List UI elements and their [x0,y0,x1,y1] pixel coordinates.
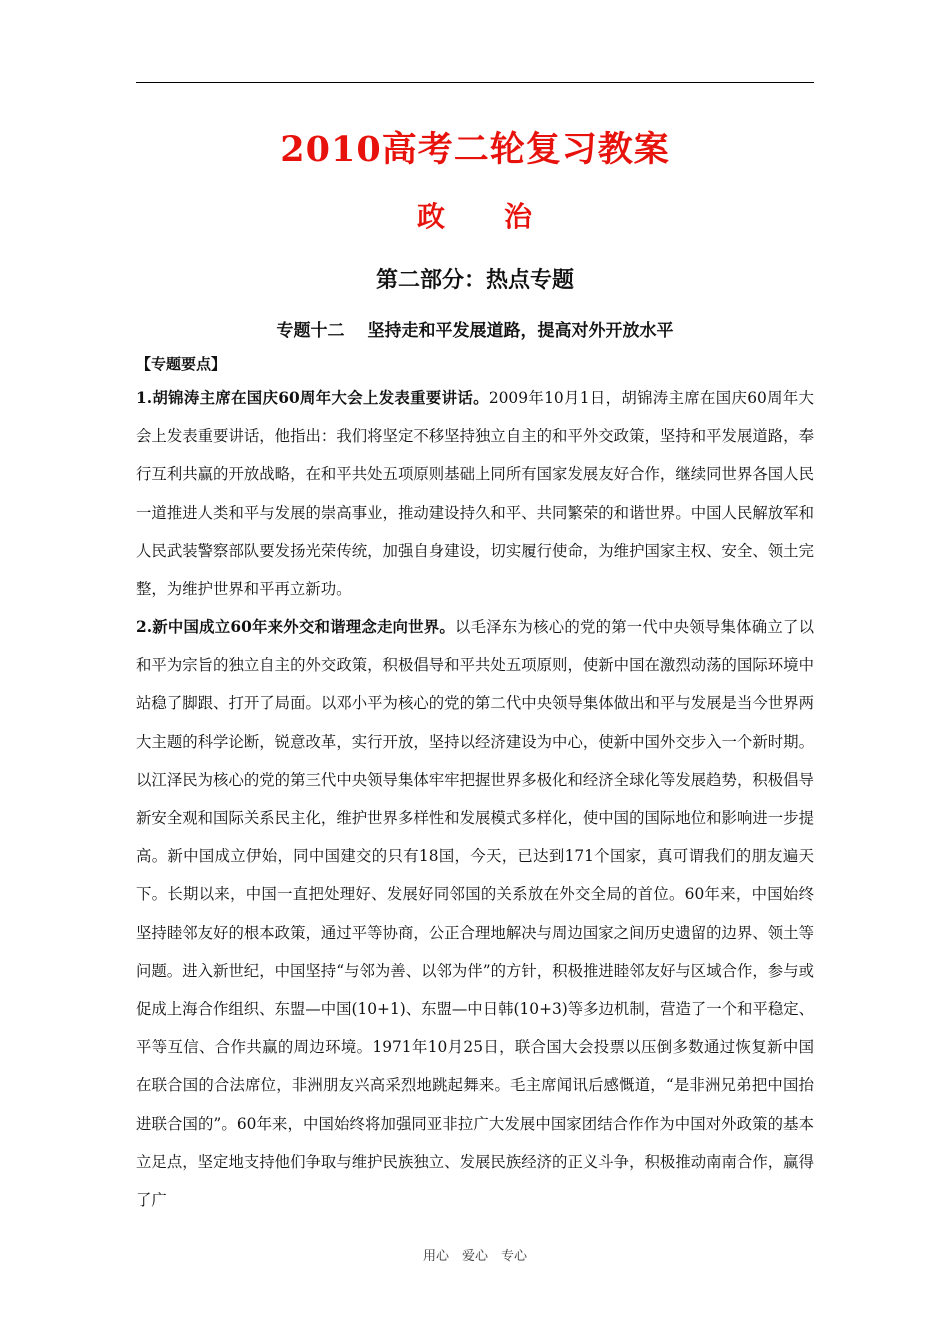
paragraph-2-text: 以毛泽东为核心的党的第一代中央领导集体确立了以和平为宗旨的独立自主的外交政策，积极倡导和平共处五项原则，使新中国在激烈动荡的国际环境中站稳了脚跟、打开了局面。以邓小平为核心的党的第二代中央领导集体做出和平与发展是当今世界两大主题的科学论断，锐意改革，实行开放，坚持以经济建设为中心，使新中国外交步入一个新时期。以江泽民为核心的党的第三代中央领导集体牢牢把握世界多极化和经济全球化等发展趋势，积极倡导新安全观和国际关系民主化，维护世界多样性和发展模式多样化，使中国的国际地位和影响进一步提高。新中国成立伊始，同中国建交的只有18国，今天，已达到171个国家，真可谓我们的朋友遍天下。长期以来，中国一直把处理好、发展好同邻国的关系放在外交全局的首位。60年来，中国始终坚持睦邻友好的根本政策，通过平等协商，公正合理地解决与周边国家之间历史遗留的边界、领土等问题。进入新世纪，中国坚持“与邻为善、以邻为伴”的方针，积极推进睦邻友好与区域合作，参与或促成上海合作组织、东盟—中国(10+1)、东盟—中日韩(10+3)等多边机制，营造了一个和平稳定、平等互信、合作共赢的周边环境。1971年10月25日，联合国大会投票以压倒多数通过恢复新中国在联合国的合法席位，非洲朋友兴高采烈地跳起舞来。毛主席闻讯后感慨道，“是非洲兄弟把中国抬进联合国的”。60年来，中国始终将加强同亚非拉广大发展中国家团结合作作为中国对外政策的基本立足点，坚定地支持他们争取与维护民族独立、发展民族经济的正义斗争，积极推动南南合作，赢得了广 [136,618,815,1210]
topic-title: 专题十二 坚持走和平发展道路，提高对外开放水平 [276,321,674,341]
paragraph-2 [136,608,814,1219]
part-title: 第二部分：热点专题 [375,267,574,293]
paragraph-2-lead: 2.新中国成立60年来外交和谐理念走向世界。 [136,618,456,636]
header-rule [136,82,814,83]
paragraph-1 [136,379,814,608]
subject-title: 政 治 [416,200,533,233]
paragraph-1-lead: 1.胡锦涛主席在国庆60周年大会上发表重要讲话。 [136,389,489,407]
section-heading: 【专题要点】 [136,355,227,373]
paragraph-1-text: 2009年10月1日，胡锦涛主席在国庆60周年大会上发表重要讲话，他指出：我们将坚定不移坚持独立自主的和平外交政策，坚持和平发展道路，奉行互利共赢的开放战略，在和平共处五项原则基础上同所有国家发展友好合作，继续同世界各国人民一道推进人类和平与发展的崇高事业，推动建设持久和平、共同繁荣的和谐世界。中国人民解放军和人民武装警察部队要发扬光荣传统，加强自身建设，切实履行使命，为维护国家主权、安全、领土完整，为维护世界和平再立新功。 [136,389,814,599]
document-title: 2010高考二轮复习教案 [280,129,670,170]
page-footer: 用心 爱心 专心 [422,1249,527,1264]
